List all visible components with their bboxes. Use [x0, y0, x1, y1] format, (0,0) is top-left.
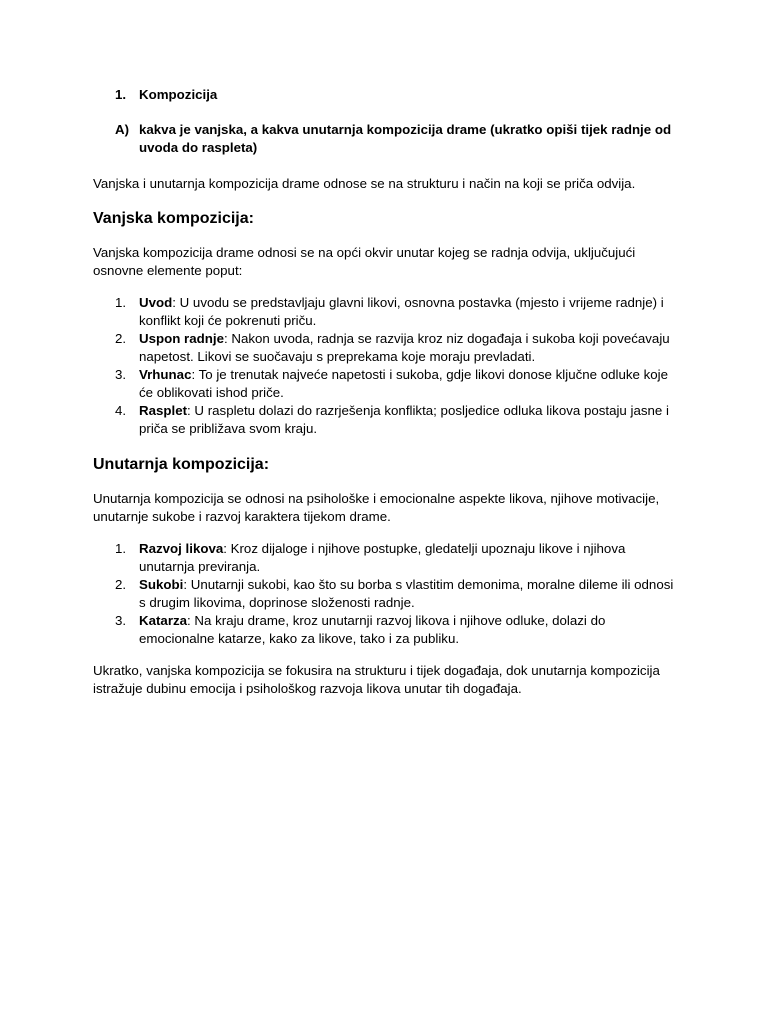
list-item	[93, 612, 683, 648]
list-item-term: Uspon radnje	[139, 331, 224, 346]
list-item	[93, 330, 683, 366]
main-heading-title: Kompozicija	[139, 87, 218, 102]
list-item	[93, 402, 683, 438]
conclusion-paragraph: Ukratko, vanjska kompozicija se fokusira na strukturu i tijek događaja, dok unutarnja kompozicija istražuje dubinu emocija i psihološkog razvoja likova unutar tih događaja.	[93, 663, 660, 696]
question-marker: A)	[115, 122, 130, 137]
list-item-text: : U uvodu se predstavljaju glavni likovi, osnovna postavka (mjesto i vrijeme radnje) i konflikt koji će pokrenuti priču.	[139, 295, 664, 328]
list-unutarnja	[93, 540, 683, 648]
list-item-term: Rasplet	[139, 403, 188, 418]
list-item	[93, 366, 683, 402]
list-item-text: : Kroz dijaloge i njihove postupke, gledatelji upoznaju likove i njihova unutarnja previranja.	[139, 541, 626, 574]
list-item	[93, 294, 683, 330]
list-item-number: 1.	[115, 295, 127, 310]
list-item-text: : Nakon uvoda, radnja se razvija kroz niz događaja i sukoba koji povećavaju napetost. Likovi se suočavaju s preprekama koje moraju prevladati.	[139, 331, 670, 364]
list-item-text: : U raspletu dolazi do razrješenja konflikta; posljedice odluka likova postaju jasne i priča se približava svom kraju.	[139, 403, 669, 436]
section-paragraph-vanjska: Vanjska kompozicija drame odnosi se na opći okvir unutar kojeg se radnja odvija, uključujući osnovne elemente poput:	[93, 245, 636, 278]
list-item-number: 3.	[115, 367, 127, 382]
list-item-number: 4.	[115, 403, 127, 418]
list-item	[93, 540, 683, 576]
document-content	[93, 86, 683, 698]
list-item-term: Vrhunac	[139, 367, 192, 382]
list-item-text: : Na kraju drame, kroz unutarnji razvoj likova i njihove odluke, dolazi do emocionalne katarze, kako za likove, tako i za publiku.	[139, 613, 606, 646]
section-title-unutarnja: Unutarnja kompozicija:	[93, 456, 270, 473]
intro-paragraph: Vanjska i unutarnja kompozicija drame odnose se na strukturu i način na koji se priča odvija.	[93, 176, 636, 191]
list-item-number: 1.	[115, 541, 127, 556]
list-item-term: Katarza	[139, 613, 188, 628]
list-item-number: 2.	[115, 577, 127, 592]
main-heading	[93, 86, 683, 104]
question-text: kakva je vanjska, a kakva unutarnja kompozicija drame (ukratko opiši tijek radnje od uvoda do raspleta)	[139, 122, 672, 155]
question	[93, 121, 683, 157]
list-item-term: Razvoj likova	[139, 541, 224, 556]
list-item-term: Sukobi	[139, 577, 184, 592]
list-vanjska	[93, 294, 683, 438]
section-paragraph-unutarnja: Unutarnja kompozicija se odnosi na psihološke i emocionalne aspekte likova, njihove motivacije, unutarnje sukobe i razvoj karaktera tijekom drame.	[93, 491, 660, 524]
list-item-term: Uvod	[139, 295, 173, 310]
list-item-number: 2.	[115, 331, 127, 346]
list-item	[93, 576, 683, 612]
list-item-text: : Unutarnji sukobi, kao što su borba s vlastitim demonima, moralne dileme ili odnosi s drugim likovima, doprinose složenosti radnje.	[139, 577, 674, 610]
list-item-number: 3.	[115, 613, 127, 628]
section-title-vanjska: Vanjska kompozicija:	[93, 210, 254, 227]
main-heading-number: 1.	[115, 87, 127, 102]
list-item-text: : To je trenutak najveće napetosti i sukoba, gdje likovi donose ključne odluke koje će oblikovati ishod priče.	[139, 367, 668, 400]
